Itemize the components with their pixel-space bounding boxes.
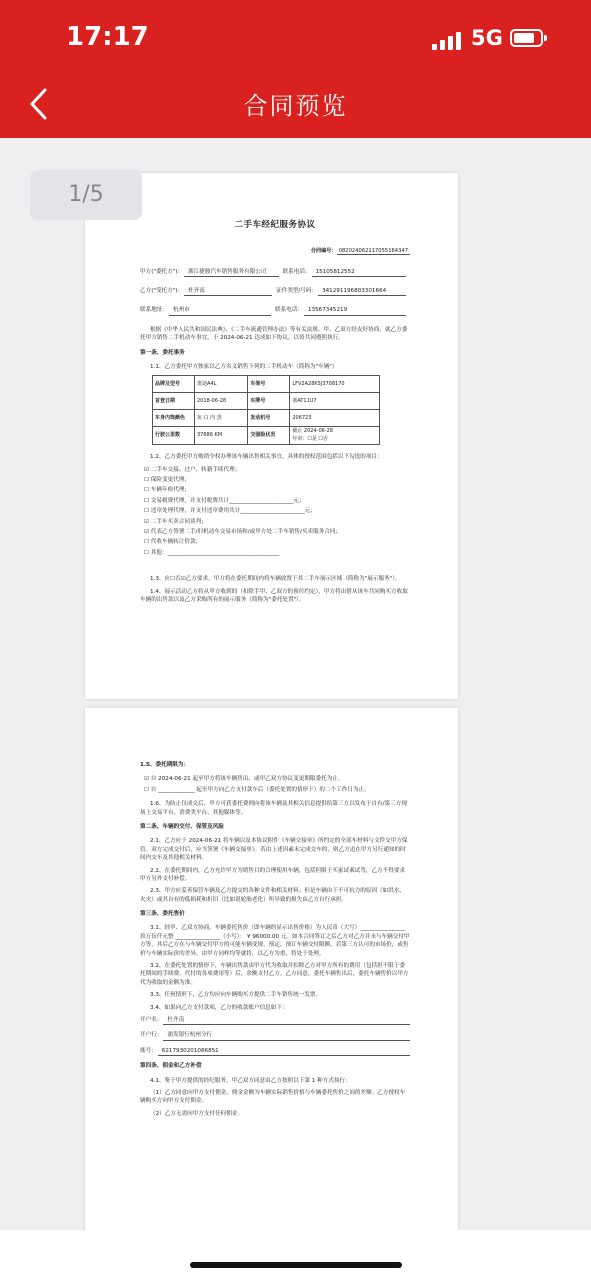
- clause-1-4: 1.4、展示活动乙方将从甲方收到的（扣除手甲、乙双方的预付约定），甲方将出借从该车共同购买方收取车辆的出售款以及乙方采购所有的展示服务（简称为"委托处置"）。: [140, 588, 408, 603]
- clause-1-5-option-a: ☑ 自 2024-06-21 起至甲方将该车辆售出、或甲乙双方协议变更期限委托为止。: [144, 776, 344, 783]
- section-1-title: 第一条、委托事务: [140, 349, 185, 356]
- clause-1-6: 1.6、为防止仅成交后，甲方可获委托费则向将该车辆及其相关信息提供给第三方以发布于自有/第三方现场上交易平台、消费类平台、其他媒体等。: [140, 801, 407, 816]
- check-item: ☐ 代收车辆转让价款；: [144, 539, 202, 546]
- clause-2-3: 2.3、甲方应妥善保管车辆及乙方提交的各种文件和相关材料；但是车辆由于不可抗力的原因（如洪水、火灾）或其自有的低损耗和折旧（比如说轮胎老化）所导致的损失由乙方自行承担。: [140, 888, 406, 903]
- party-b-row: 乙方("受托方")： 杜齐南 证件类型/号码： 341291196803301664: [140, 287, 410, 296]
- clause-4-1: 4.1、鉴于甲方提供的经纪服务，甲乙双方同意由乙方按照以下第 1 种方式执行：: [150, 1077, 351, 1084]
- contract-number-row: 合同编号： 0820240621170551643​47: [310, 247, 408, 254]
- authorization-checklist: [140, 466, 410, 558]
- address-value: 杭州市: [169, 306, 271, 315]
- document-page-2: [85, 708, 458, 1230]
- document-page-1: [85, 173, 458, 699]
- check-item: ☑ 代表乙方签署二手/旧机动车交易市场和/或甲方处二手车销售/买卖服务合同；: [144, 529, 342, 536]
- party-b-name: 杜齐南: [184, 287, 272, 296]
- clause-1-5-option-b: ☐ 自 _____________ 起至甲方向乙方支付款车后（委托处置的情形下）的二个工作日为止。: [144, 786, 370, 793]
- clause-2-1: 2.1、乙方应于 2024-06-21 将车辆以及本协议附件《车辆交接单》所约定的全部车材料与文件交甲方保管。双方完成交付后，应当签署《车辆交接单》。若由上述因素未完成交车的，则乙方追在甲方另行通知的时间内交车及其他相关材料。: [140, 838, 408, 862]
- status-time: 17:17: [66, 22, 149, 52]
- section-4-title: 第四条、佣金和乙方补偿: [140, 1063, 202, 1070]
- check-item: ☐ 保险变更代理；: [144, 477, 190, 484]
- section-3-title: 第三条、委托售价: [140, 911, 185, 918]
- section-2-title: 第二条、车辆的交付、保管及风险: [140, 823, 224, 830]
- party-a-row: 甲方("委托方")： 浙江捷骏汽车销售服务有限公司 联系电话： 15105812552: [140, 268, 410, 277]
- clause-3-4: 3.4、如果向乙方支付款项，乙方的收款账户信息如下：: [150, 1004, 288, 1011]
- bottom-bar: [0, 1230, 591, 1280]
- clause-3-3: 3.3、任何情形下，乙方均应向车辆购买方提供二手车销售统一发票。: [150, 992, 322, 999]
- bank-row: 开户行： 浦发银行杭州分行: [140, 1031, 410, 1040]
- party-a-name: 浙江捷骏汽车销售服务有限公司: [184, 268, 278, 277]
- party-b-id: 341291196803301664: [318, 287, 406, 296]
- check-item: ☑ 二手车交接、过户、转籍手续代理；: [144, 466, 241, 473]
- intro-paragraph: 根据《中华人民共和国民法典》、《二手车流通管理办法》等有关法规、甲、乙双方经友好协商，就乙方委托甲方销售二手机动车事宜，于 2024-06-21 达成如下协议，以资共同遵照执行。: [140, 326, 408, 342]
- page-title: 合同预览: [243, 92, 348, 120]
- party-a-phone: 15105812552: [312, 268, 406, 277]
- account-row: 账号： 6217930201086851: [140, 1047, 410, 1056]
- check-item: ☐ 交易税费代理，并支付税费共计_______________________元；: [144, 497, 305, 504]
- clause-3-1: 3.1、经甲、乙双方协商，车辆委托售价（即车辆的显示出售价格）为人民币（大写）________________ 玖万伍仟元整 ________________（小写）： ¥ 96000.00 元。如本合同签订之后乙方对乙方并未与车辆交付甲方等，其后乙方在与车辆交付甲方的可能车辆变规、预定、预订车辆交付限额，若第三方认可的市场价，或售价与车辆实际价的差异，由甲方同样均等就将，以乙方为重，将处于处理。: [140, 925, 410, 957]
- page-indicator: 1/5: [30, 170, 142, 220]
- check-item: ☑ 二手车买卖合同谈判；: [144, 518, 207, 525]
- contract-preview-area[interactable]: [0, 138, 591, 1230]
- signal-icon: [432, 32, 462, 50]
- battery-icon: [510, 29, 543, 47]
- check-item: ☐ 车辆年检代理；: [144, 487, 190, 494]
- check-item: ☐ 其他：________________________________________: [144, 549, 280, 556]
- clause-1-2: 1.2、乙方委托甲方购销全权办理该车辆出售相关事宜，具体的授权范围包括以下勾选的项目：: [150, 454, 383, 461]
- clause-3-2: 3.2、在委托处置的情形下，车辆出售款由甲方代为收取并扣除乙方对甲方所有的费用（包括但不限于委托期间的手续费、代付的各项费用等）后，余额支付乙方。乙方同意，委托车辆售出后，委托车辆售价以甲方代为收取的金额为准。: [140, 963, 409, 986]
- network-type: 5G: [471, 26, 503, 50]
- home-indicator[interactable]: [190, 1262, 402, 1268]
- app-header: [0, 0, 591, 138]
- clause-2-2: 2.2、在委托期间内，乙方允许甲方为销售目的合理使用车辆，包括但限于买家试乘试驾，乙方不得要求甲方另外支付补偿。: [140, 867, 406, 882]
- clause-1-1: 1.1、乙方委托甲方独家以乙方名义销售下列的二手机动车（简称为"车辆"）: [150, 363, 338, 370]
- car-info-table: 品牌及型号 奥迪A4L 车架号 LFV2A28K5J3708170 首登日期 2018-06-28 车牌号 浙AT11U7 车身内饰颜色 灰 白 内 黑 发动机号 206723 行驶公里数 37686 KM 交强险状况 截止 2024-06-28 年审：☐是 ☐否: [152, 375, 380, 445]
- clause-4-1-1: （1）乙方同意向甲方支付佣金，佣金金额为车辆实际销售价格与车辆委托售价之间的差额；乙方授权车辆购买方向甲方支付佣金。: [140, 1089, 406, 1105]
- address-row: 联系地址： 杭州市 联系电话： 13567345219: [140, 306, 410, 315]
- check-item: ☐ 违章处理代理，并支付违章费用共计_______________________元；: [144, 508, 316, 515]
- doc-title: 二手车经纪服务协议: [234, 220, 316, 230]
- clause-4-1-2: （2）乙方无需向甲方支付任何佣金。: [150, 1110, 244, 1117]
- bank-name-row: 开户名： 杜齐南: [140, 1016, 410, 1025]
- party-b-phone: 13567345219: [304, 306, 406, 315]
- clause-1-3: 1.3、应☐否☑乙方要求，甲方将在委托期间内将车辆放置于其二手车展示区域（简称为"展示服务"）。: [150, 576, 401, 583]
- clause-1-5-title: 1.5、委托期限为：: [140, 762, 190, 768]
